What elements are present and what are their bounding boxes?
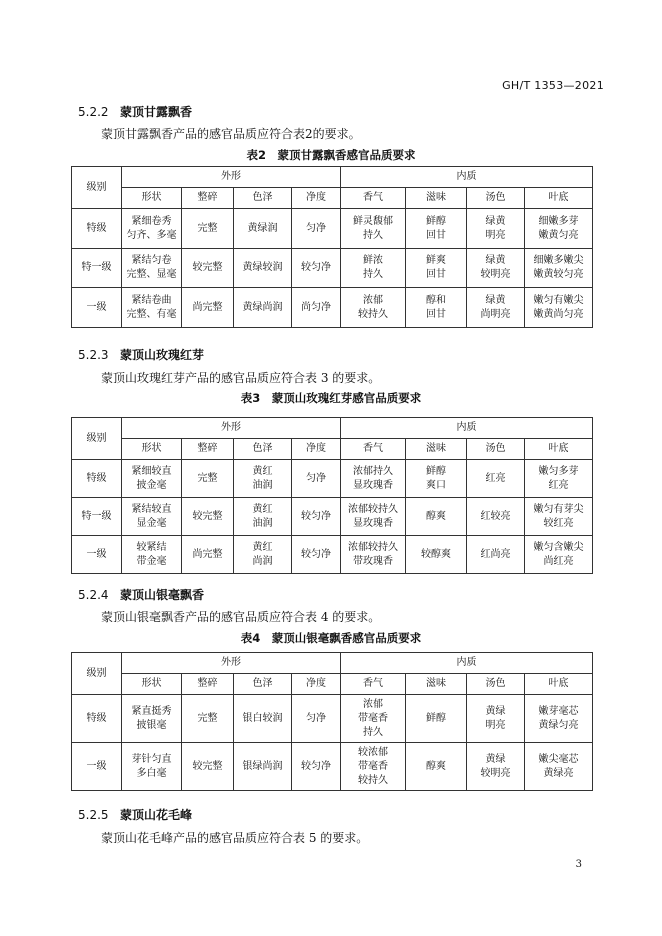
cell: 一级 (72, 743, 122, 791)
cell: 浓郁 带毫香 持久 (341, 695, 406, 743)
cell: 鲜灵馥郁 持久 (341, 209, 406, 249)
cell: 黄绿 明亮 (467, 695, 525, 743)
subheader-shape: 形状 (122, 188, 182, 209)
cell: 银白较润 (234, 695, 292, 743)
cell: 紧结匀卷 完整、显毫 (122, 249, 182, 288)
cell: 匀净 (292, 460, 341, 498)
cell: 尚完整 (182, 288, 234, 328)
table-4 (71, 652, 593, 791)
cell: 特级 (72, 695, 122, 743)
cell: 较完整 (182, 249, 234, 288)
subheader-liquor-color: 汤色 (467, 674, 525, 695)
cell: 细嫩多嫩尖 嫩黄较匀亮 (525, 249, 593, 288)
inner-quality-header: 内质 (341, 418, 593, 439)
cell: 一级 (72, 536, 122, 574)
cell: 特级 (72, 209, 122, 249)
appearance-header: 外形 (122, 167, 341, 188)
cell: 黄绿润 (234, 209, 292, 249)
inner-quality-header: 内质 (341, 653, 593, 674)
grade-header: 级别 (72, 167, 122, 209)
table-row (72, 498, 593, 536)
grade-header: 级别 (72, 653, 122, 695)
table-caption: 表3 蒙顶山玫瑰红芽感官品质要求 (240, 391, 422, 405)
subheader-aroma: 香气 (341, 439, 406, 460)
subheader-clarity: 净度 (292, 674, 341, 695)
cell: 绿黄 较明亮 (467, 249, 525, 288)
subheader-leaf-base: 叶底 (525, 674, 593, 695)
subheader-leaf-base: 叶底 (525, 439, 593, 460)
cell: 完整 (182, 695, 234, 743)
cell: 浓郁较持久 显玫瑰香 (341, 498, 406, 536)
cell: 鲜醇 (406, 695, 467, 743)
cell: 醇爽 (406, 498, 467, 536)
cell: 完整 (182, 209, 234, 249)
cell: 黄红 油润 (234, 498, 292, 536)
subheader-taste: 滋味 (406, 188, 467, 209)
cell: 较完整 (182, 498, 234, 536)
subheader-integrity: 整碎 (182, 674, 234, 695)
cell: 较匀净 (292, 498, 341, 536)
cell: 尚完整 (182, 536, 234, 574)
inner-quality-header: 内质 (341, 167, 593, 188)
section-heading-5-2-4 (78, 586, 204, 603)
cell: 银绿尚润 (234, 743, 292, 791)
cell: 匀净 (292, 209, 341, 249)
cell: 特一级 (72, 249, 122, 288)
cell: 鲜醇 爽口 (406, 460, 467, 498)
subheader-aroma: 香气 (341, 188, 406, 209)
cell: 紧结卷曲 完整、有毫 (122, 288, 182, 328)
appearance-header: 外形 (122, 418, 341, 439)
section-number: 5.2.2 (78, 105, 109, 119)
cell: 较醇爽 (406, 536, 467, 574)
cell: 绿黄 明亮 (467, 209, 525, 249)
cell: 黄绿尚润 (234, 288, 292, 328)
cell: 绿黄 尚明亮 (467, 288, 525, 328)
cell: 尚匀净 (292, 288, 341, 328)
cell: 嫩匀有芽尖 较红亮 (525, 498, 593, 536)
table-row (72, 249, 593, 288)
cell: 红亮 (467, 460, 525, 498)
cell: 鲜爽 回甘 (406, 249, 467, 288)
cell: 浓郁 较持久 (341, 288, 406, 328)
cell: 紧细卷秀 匀齐、多毫 (122, 209, 182, 249)
subheader-shape: 形状 (122, 674, 182, 695)
section-title: 蒙顶甘露飘香 (120, 105, 193, 119)
section-paragraph: 蒙顶山银毫飘香产品的感官品质应符合表 4 的要求。 (101, 610, 381, 624)
subheader-shape: 形状 (122, 439, 182, 460)
section-number: 5.2.3 (78, 348, 109, 362)
cell: 特一级 (72, 498, 122, 536)
cell: 较匀净 (292, 249, 341, 288)
cell: 黄绿较润 (234, 249, 292, 288)
table-caption: 表4 蒙顶山银毫飘香感官品质要求 (240, 631, 422, 645)
section-heading-5-2-5 (78, 806, 192, 823)
cell: 特级 (72, 460, 122, 498)
section-number: 5.2.5 (78, 808, 109, 822)
standard-code: GH/T 1353—2021 (502, 79, 604, 92)
cell: 醇和 回甘 (406, 288, 467, 328)
cell: 较完整 (182, 743, 234, 791)
section-paragraph: 蒙顶山玫瑰红芽产品的感官品质应符合表 3 的要求。 (101, 371, 381, 385)
subheader-clarity: 净度 (292, 188, 341, 209)
cell: 黄红 油润 (234, 460, 292, 498)
section-title: 蒙顶山玫瑰红芽 (120, 348, 205, 362)
subheader-color: 色泽 (234, 188, 292, 209)
subheader-liquor-color: 汤色 (467, 188, 525, 209)
cell: 嫩匀多芽 红亮 (525, 460, 593, 498)
subheader-clarity: 净度 (292, 439, 341, 460)
table-row (72, 695, 593, 743)
cell: 浓郁持久 显玫瑰香 (341, 460, 406, 498)
table-row (72, 536, 593, 574)
cell: 鲜醇 回甘 (406, 209, 467, 249)
cell: 较紧结 带金毫 (122, 536, 182, 574)
subheader-liquor-color: 汤色 (467, 439, 525, 460)
table-caption: 表2 蒙顶甘露飘香感官品质要求 (246, 148, 416, 162)
subheader-color: 色泽 (234, 439, 292, 460)
subheader-aroma: 香气 (341, 674, 406, 695)
subheader-taste: 滋味 (406, 674, 467, 695)
section-title: 蒙顶山银毫飘香 (120, 588, 205, 602)
subheader-color: 色泽 (234, 674, 292, 695)
cell: 较匀净 (292, 743, 341, 791)
subheader-taste: 滋味 (406, 439, 467, 460)
cell: 一级 (72, 288, 122, 328)
cell: 细嫩多芽 嫩黄匀亮 (525, 209, 593, 249)
cell: 嫩芽毫芯 黄绿匀亮 (525, 695, 593, 743)
table-2 (71, 166, 593, 328)
cell: 完整 (182, 460, 234, 498)
cell: 嫩匀有嫩尖 嫩黄尚匀亮 (525, 288, 593, 328)
grade-header: 级别 (72, 418, 122, 460)
subheader-integrity: 整碎 (182, 439, 234, 460)
table-row (72, 288, 593, 328)
cell: 红尚亮 (467, 536, 525, 574)
cell: 黄绿 较明亮 (467, 743, 525, 791)
section-number: 5.2.4 (78, 588, 109, 602)
cell: 较浓郁 带毫香 较持久 (341, 743, 406, 791)
table-3 (71, 417, 593, 574)
cell: 浓郁较持久 带玫瑰香 (341, 536, 406, 574)
cell: 芽针匀直 多白毫 (122, 743, 182, 791)
cell: 鲜浓 持久 (341, 249, 406, 288)
cell: 紧直挺秀 披银毫 (122, 695, 182, 743)
subheader-leaf-base: 叶底 (525, 188, 593, 209)
table-row (72, 460, 593, 498)
cell: 嫩匀含嫩尖 尚红亮 (525, 536, 593, 574)
cell: 醇爽 (406, 743, 467, 791)
subheader-integrity: 整碎 (182, 188, 234, 209)
table-row (72, 209, 593, 249)
section-paragraph: 蒙顶山花毛峰产品的感官品质应符合表 5 的要求。 (101, 831, 369, 845)
page-number: 3 (575, 859, 582, 870)
cell: 紧结较直 显金毫 (122, 498, 182, 536)
section-heading-5-2-2 (78, 103, 192, 120)
section-heading-5-2-3 (78, 346, 204, 363)
cell: 嫩尖毫芯 黄绿亮 (525, 743, 593, 791)
section-title: 蒙顶山花毛峰 (120, 808, 193, 822)
cell: 较匀净 (292, 536, 341, 574)
section-paragraph: 蒙顶甘露飘香产品的感官品质应符合表2的要求。 (101, 127, 361, 141)
cell: 黄红 尚润 (234, 536, 292, 574)
cell: 紧细较直 披金毫 (122, 460, 182, 498)
appearance-header: 外形 (122, 653, 341, 674)
table-row (72, 743, 593, 791)
cell: 匀净 (292, 695, 341, 743)
cell: 红较亮 (467, 498, 525, 536)
